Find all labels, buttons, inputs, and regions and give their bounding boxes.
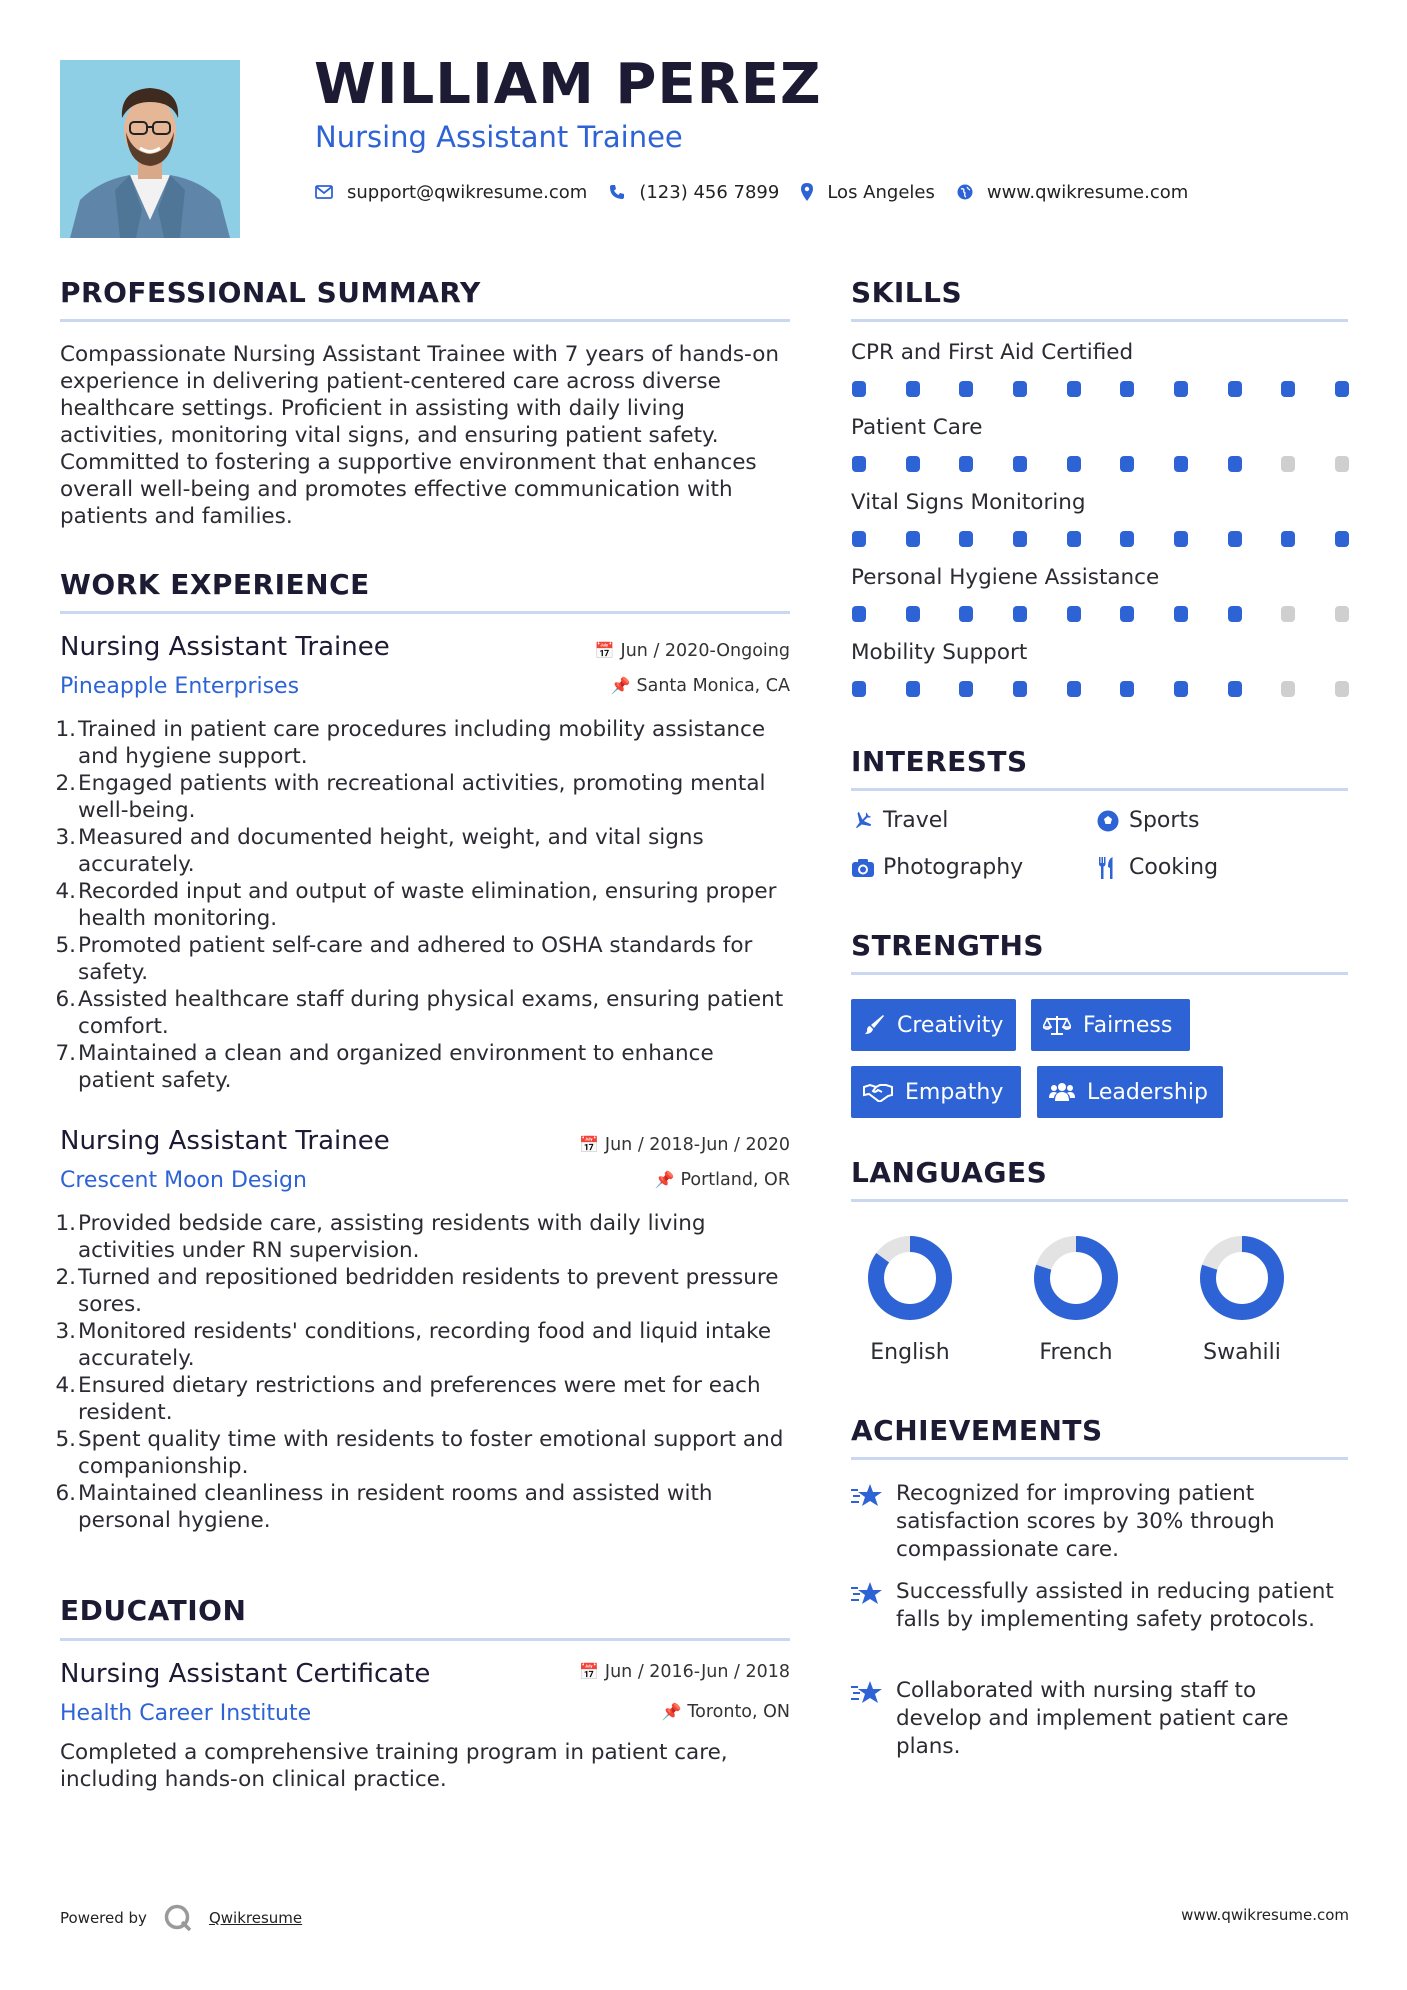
job-location: 📌 Portland, OR <box>654 1170 790 1190</box>
languages-rule <box>851 1199 1348 1202</box>
bullet-number: 6. <box>55 987 76 1012</box>
achievement-text: Recognized for improving patient satisfaction scores by 30% through compassionate care. <box>896 1481 1275 1562</box>
plane-icon <box>851 811 883 831</box>
achievement-text: Successfully assisted in reducing patient falls by implementing safety protocols. <box>896 1579 1334 1632</box>
rating-dot-filled <box>852 456 866 472</box>
skill-rating <box>852 531 1349 547</box>
job-bullet-item <box>55 1480 790 1534</box>
skill-rating <box>852 681 1349 697</box>
job-bullet-item <box>55 1372 790 1426</box>
strengths-rule <box>851 972 1348 975</box>
calendar-icon: 📅 <box>578 1135 599 1154</box>
education-date: 📅 Jun / 2016-Jun / 2018 <box>578 1662 790 1682</box>
bullet-number: 3. <box>55 825 76 850</box>
contact-bar <box>315 178 1210 206</box>
rating-dot-filled <box>1174 531 1188 547</box>
rating-dot-filled <box>1013 681 1027 697</box>
bullet-number: 4. <box>55 879 76 904</box>
summary-text: Compassionate Nursing Assistant Trainee with 7 years of hands-on experience in delivering patient-centered care across diverse healthcare settings. Proficient in assisting with daily living activities, monitoring vital signs, and ensuring patient safety. Committed to fostering a supportive environment that enhances overall well-being and promotes effective communication with patients and families. <box>60 342 779 529</box>
job-date: 📅 Jun / 2018-Jun / 2020 <box>578 1135 790 1155</box>
skill-rating <box>852 456 1349 472</box>
rating-dot-filled <box>1013 381 1027 397</box>
job-location: 📌 Santa Monica, CA <box>610 676 790 696</box>
summary-rule <box>60 319 790 322</box>
rating-dot-filled <box>1013 531 1027 547</box>
rating-dot-filled <box>1228 381 1242 397</box>
rating-dot-filled <box>1281 531 1295 547</box>
job-bullet-item <box>55 878 790 932</box>
rating-dot-filled <box>1120 531 1134 547</box>
bullet-text: Recorded input and output of waste elimination, ensuring proper health monitoring. <box>78 879 777 931</box>
bullet-number: 6. <box>55 1481 76 1506</box>
rating-dot-filled <box>1067 456 1081 472</box>
rating-dot-filled <box>1067 606 1081 622</box>
candidate-name: WILLIAM PEREZ <box>314 52 822 117</box>
summary-heading: PROFESSIONAL SUMMARY <box>60 276 481 309</box>
bullet-text: Engaged patients with recreational activities, promoting mental well-being. <box>78 771 766 823</box>
bullet-number: 2. <box>55 771 76 796</box>
rating-dot-filled <box>906 606 920 622</box>
rating-dot-filled <box>906 381 920 397</box>
rating-dot-filled <box>1067 681 1081 697</box>
soccer-ball-icon <box>1097 810 1129 832</box>
achievement-text: Collaborated with nursing staff to develop and implement patient care plans. <box>896 1678 1289 1759</box>
globe-icon <box>957 184 973 200</box>
rating-dot-empty <box>1335 681 1349 697</box>
rating-dot-filled <box>1174 606 1188 622</box>
footer-powered <box>60 1903 302 1933</box>
bullet-text: Provided bedside care, assisting residents with daily living activities under RN supervision. <box>78 1211 706 1263</box>
brand-link[interactable]: Qwikresume <box>208 1909 303 1927</box>
language-name: French <box>1039 1340 1113 1365</box>
utensils-icon <box>1097 857 1129 879</box>
skill-name: Personal Hygiene Assistance <box>851 565 1160 590</box>
rating-dot-filled <box>1013 606 1027 622</box>
rating-dot-filled <box>852 681 866 697</box>
skill-name: Patient Care <box>851 415 983 440</box>
rating-dot-empty <box>1335 456 1349 472</box>
job-title: Nursing Assistant Trainee <box>60 1126 390 1156</box>
skill-rating <box>852 381 1349 397</box>
rating-dot-filled <box>1120 381 1134 397</box>
pushpin-icon: 📌 <box>610 676 631 695</box>
job-bullet-item <box>55 1210 790 1264</box>
strength-badge: Leadership <box>1037 1066 1223 1118</box>
qwikresume-logo-icon <box>163 1903 193 1933</box>
job-bullet-item <box>55 1318 790 1372</box>
bullet-number: 3. <box>55 1319 76 1344</box>
star-icon <box>850 1482 884 1510</box>
star-icon <box>850 1580 884 1608</box>
bullet-number: 2. <box>55 1265 76 1290</box>
rating-dot-filled <box>906 681 920 697</box>
rating-dot-filled <box>852 531 866 547</box>
job-bullet-item <box>55 824 790 878</box>
rating-dot-empty <box>1281 456 1295 472</box>
calendar-icon: 📅 <box>594 641 615 660</box>
strength-badge: Fairness <box>1031 999 1190 1051</box>
rating-dot-filled <box>1067 381 1081 397</box>
rating-dot-filled <box>1067 531 1081 547</box>
rating-dot-filled <box>1228 681 1242 697</box>
bullet-text: Monitored residents' conditions, recording food and liquid intake accurately. <box>78 1319 772 1371</box>
calendar-icon: 📅 <box>578 1662 599 1681</box>
rating-dot-filled <box>959 456 973 472</box>
pushpin-icon: 📌 <box>654 1170 675 1189</box>
job-bullet-item <box>55 1426 790 1480</box>
rating-dot-filled <box>1120 606 1134 622</box>
rating-dot-filled <box>1335 381 1349 397</box>
rating-dot-filled <box>1120 681 1134 697</box>
education-text: Completed a comprehensive training program in patient care, including hands-on clinical practice. <box>60 1740 728 1792</box>
rating-dot-filled <box>959 381 973 397</box>
skill-name: Vital Signs Monitoring <box>851 490 1086 515</box>
bullet-text: Turned and repositioned bedridden residents to prevent pressure sores. <box>78 1265 779 1317</box>
skill-name: Mobility Support <box>851 640 1028 665</box>
rating-dot-filled <box>852 381 866 397</box>
interest-item: Sports <box>1097 808 1200 833</box>
rating-dot-filled <box>1174 681 1188 697</box>
strengths-heading: STRENGTHS <box>851 929 1045 962</box>
job-company: Pineapple Enterprises <box>60 674 300 699</box>
skills-rule <box>851 319 1348 322</box>
handshake-icon <box>863 1082 893 1102</box>
bullet-text: Promoted patient self-care and adhered to OSHA standards for safety. <box>78 933 753 985</box>
interests-rule <box>851 788 1348 791</box>
job-company: Crescent Moon Design <box>60 1168 307 1193</box>
contact-phone[interactable]: (123) 456 7899 <box>639 181 780 203</box>
rating-dot-filled <box>1281 381 1295 397</box>
job-bullets <box>55 716 790 1094</box>
skill-rating <box>852 606 1349 622</box>
bullet-number: 4. <box>55 1373 76 1398</box>
experience-rule <box>60 611 790 614</box>
interests-heading: INTERESTS <box>851 745 1028 778</box>
bullet-text: Maintained a clean and organized environment to enhance patient safety. <box>78 1041 714 1093</box>
language-name: English <box>870 1340 950 1365</box>
education-rule <box>60 1638 790 1641</box>
balance-scale-icon <box>1043 1014 1071 1036</box>
job-title: Nursing Assistant Trainee <box>60 632 390 662</box>
bullet-number: 1. <box>55 717 76 742</box>
rating-dot-filled <box>959 606 973 622</box>
rating-dot-filled <box>1228 531 1242 547</box>
job-bullet-item <box>55 1040 790 1094</box>
language-donut <box>1197 1233 1287 1323</box>
strength-badge: Empathy <box>851 1066 1021 1118</box>
contact-location: Los Angeles <box>827 181 935 203</box>
bullet-text: Measured and documented height, weight, and vital signs accurately. <box>78 825 704 877</box>
interest-item: Travel <box>851 808 948 833</box>
bullet-text: Ensured dietary restrictions and preferences were met for each resident. <box>78 1373 761 1425</box>
education-title: Nursing Assistant Certificate <box>60 1659 431 1689</box>
rating-dot-empty <box>1281 681 1295 697</box>
powered-by-label: Powered by <box>60 1909 147 1927</box>
rating-dot-filled <box>1174 381 1188 397</box>
interest-item: Photography <box>851 855 1023 880</box>
candidate-title: Nursing Assistant Trainee <box>315 120 683 154</box>
footer-site[interactable]: www.qwikresume.com <box>1181 1906 1349 1924</box>
paintbrush-icon <box>863 1014 885 1036</box>
bullet-number: 5. <box>55 933 76 958</box>
camera-icon <box>851 858 883 878</box>
contact-website[interactable]: www.qwikresume.com <box>986 181 1189 203</box>
users-icon <box>1049 1082 1075 1102</box>
pushpin-icon: 📌 <box>661 1702 682 1721</box>
job-bullet-item <box>55 932 790 986</box>
job-bullet-item <box>55 986 790 1040</box>
bullet-text: Assisted healthcare staff during physical exams, ensuring patient comfort. <box>78 987 784 1039</box>
rating-dot-filled <box>1120 456 1134 472</box>
job-date: 📅 Jun / 2020-Ongoing <box>594 641 790 661</box>
rating-dot-filled <box>959 681 973 697</box>
bullet-text: Trained in patient care procedures including mobility assistance and hygiene support. <box>78 717 766 769</box>
achievements-heading: ACHIEVEMENTS <box>851 1414 1103 1447</box>
strength-badge: Creativity <box>851 999 1016 1051</box>
star-icon <box>850 1679 884 1707</box>
language-donut <box>865 1233 955 1323</box>
envelope-icon <box>315 185 333 199</box>
job-bullet-item <box>55 1264 790 1318</box>
skills-heading: SKILLS <box>851 276 963 309</box>
rating-dot-filled <box>1228 456 1242 472</box>
education-location: 📌 Toronto, ON <box>661 1702 790 1722</box>
rating-dot-empty <box>1335 606 1349 622</box>
languages-heading: LANGUAGES <box>851 1156 1048 1189</box>
job-bullets <box>55 1210 790 1534</box>
job-bullet-item <box>55 770 790 824</box>
language-donut <box>1031 1233 1121 1323</box>
job-bullet-item <box>55 716 790 770</box>
achievements-rule <box>851 1457 1348 1460</box>
bullet-number: 1. <box>55 1211 76 1236</box>
rating-dot-empty <box>1281 606 1295 622</box>
rating-dot-filled <box>1174 456 1188 472</box>
profile-photo <box>60 60 240 238</box>
bullet-text: Spent quality time with residents to foster emotional support and companionship. <box>78 1427 784 1479</box>
rating-dot-filled <box>852 606 866 622</box>
rating-dot-filled <box>1228 606 1242 622</box>
interest-item: Cooking <box>1097 855 1218 880</box>
education-school: Health Career Institute <box>60 1701 312 1726</box>
rating-dot-filled <box>906 456 920 472</box>
phone-icon <box>609 184 625 200</box>
skill-name: CPR and First Aid Certified <box>851 340 1134 365</box>
education-heading: EDUCATION <box>60 1594 247 1627</box>
rating-dot-filled <box>959 531 973 547</box>
bullet-text: Maintained cleanliness in resident rooms and assisted with personal hygiene. <box>78 1481 713 1533</box>
contact-email[interactable]: support@qwikresume.com <box>347 181 588 203</box>
map-pin-icon <box>801 183 813 201</box>
rating-dot-filled <box>1335 531 1349 547</box>
bullet-number: 5. <box>55 1427 76 1452</box>
bullet-number: 7. <box>55 1041 76 1066</box>
rating-dot-filled <box>1013 456 1027 472</box>
language-name: Swahili <box>1203 1340 1281 1365</box>
rating-dot-filled <box>906 531 920 547</box>
experience-heading: WORK EXPERIENCE <box>60 568 370 601</box>
